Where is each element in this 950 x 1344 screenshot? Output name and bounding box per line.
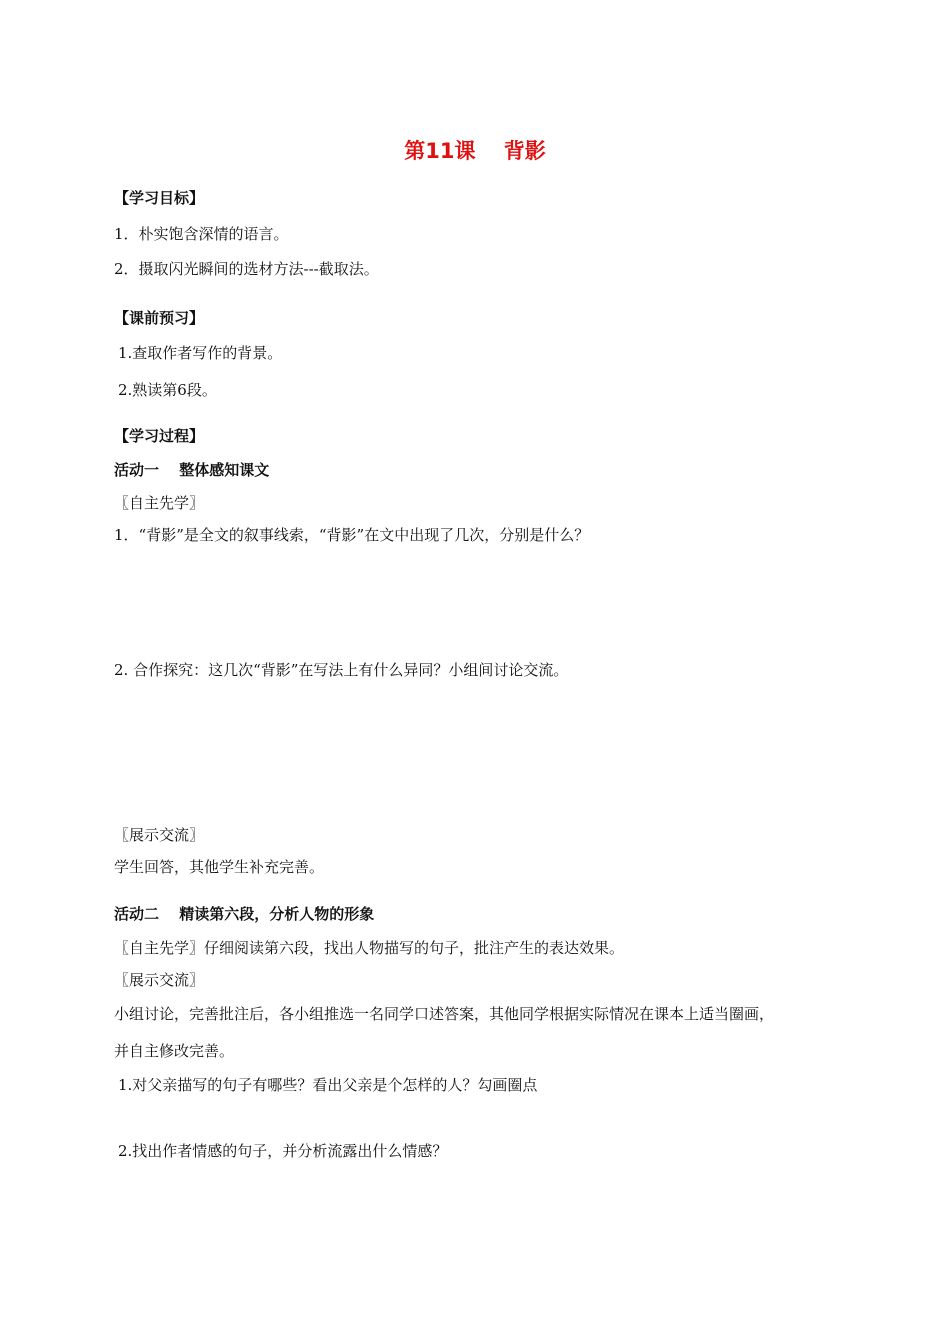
goals-item-2: 2．摄取闪光瞬间的选材方法---截取法。	[114, 260, 379, 278]
activity1-share-label: 〖展示交流〗	[114, 826, 205, 844]
activity2-question-2: 2.找出作者情感的句子，并分析流露出什么情感？	[118, 1142, 448, 1160]
activity2-question-1: 1.对父亲描写的句子有哪些？看出父亲是个怎样的人？勾画圈点	[118, 1076, 538, 1094]
activity1-heading: 活动一 整体感知课文	[114, 461, 270, 479]
activity1-question-2: 2. 合作探究：这几次“背影”在写法上有什么异同？小组间讨论交流。	[114, 661, 569, 679]
page-title: 第11课 背影	[404, 139, 546, 163]
preview-heading: 【课前预习】	[114, 309, 205, 327]
activity2-share-label: 〖展示交流〗	[114, 971, 205, 989]
activity2-discussion-line-2: 并自主修改完善。	[114, 1042, 235, 1060]
activity1-question-1: 1．“背影”是全文的叙事线索，“背影”在文中出现了几次，分别是什么？	[114, 526, 590, 544]
activity1-self-study-label: 〖自主先学〗	[114, 494, 205, 512]
activity2-self-study: 〖自主先学〗仔细阅读第六段，找出人物描写的句子，批注产生的表达效果。	[114, 939, 625, 957]
activity2-discussion-line-1: 小组讨论，完善批注后，各小组推选一名同学口述答案，其他同学根据实际情况在课本上适当圈画，	[114, 1005, 775, 1023]
preview-item-2: 2.熟读第6段。	[118, 381, 217, 399]
goals-heading: 【学习目标】	[114, 189, 205, 207]
activity1-share-text: 学生回答，其他学生补充完善。	[114, 858, 325, 876]
goals-item-1: 1．朴实饱含深情的语言。	[114, 225, 289, 243]
process-heading: 【学习过程】	[114, 427, 205, 445]
activity2-heading: 活动二 精读第六段，分析人物的形象	[114, 905, 375, 923]
preview-item-1: 1.查取作者写作的背景。	[118, 344, 283, 362]
